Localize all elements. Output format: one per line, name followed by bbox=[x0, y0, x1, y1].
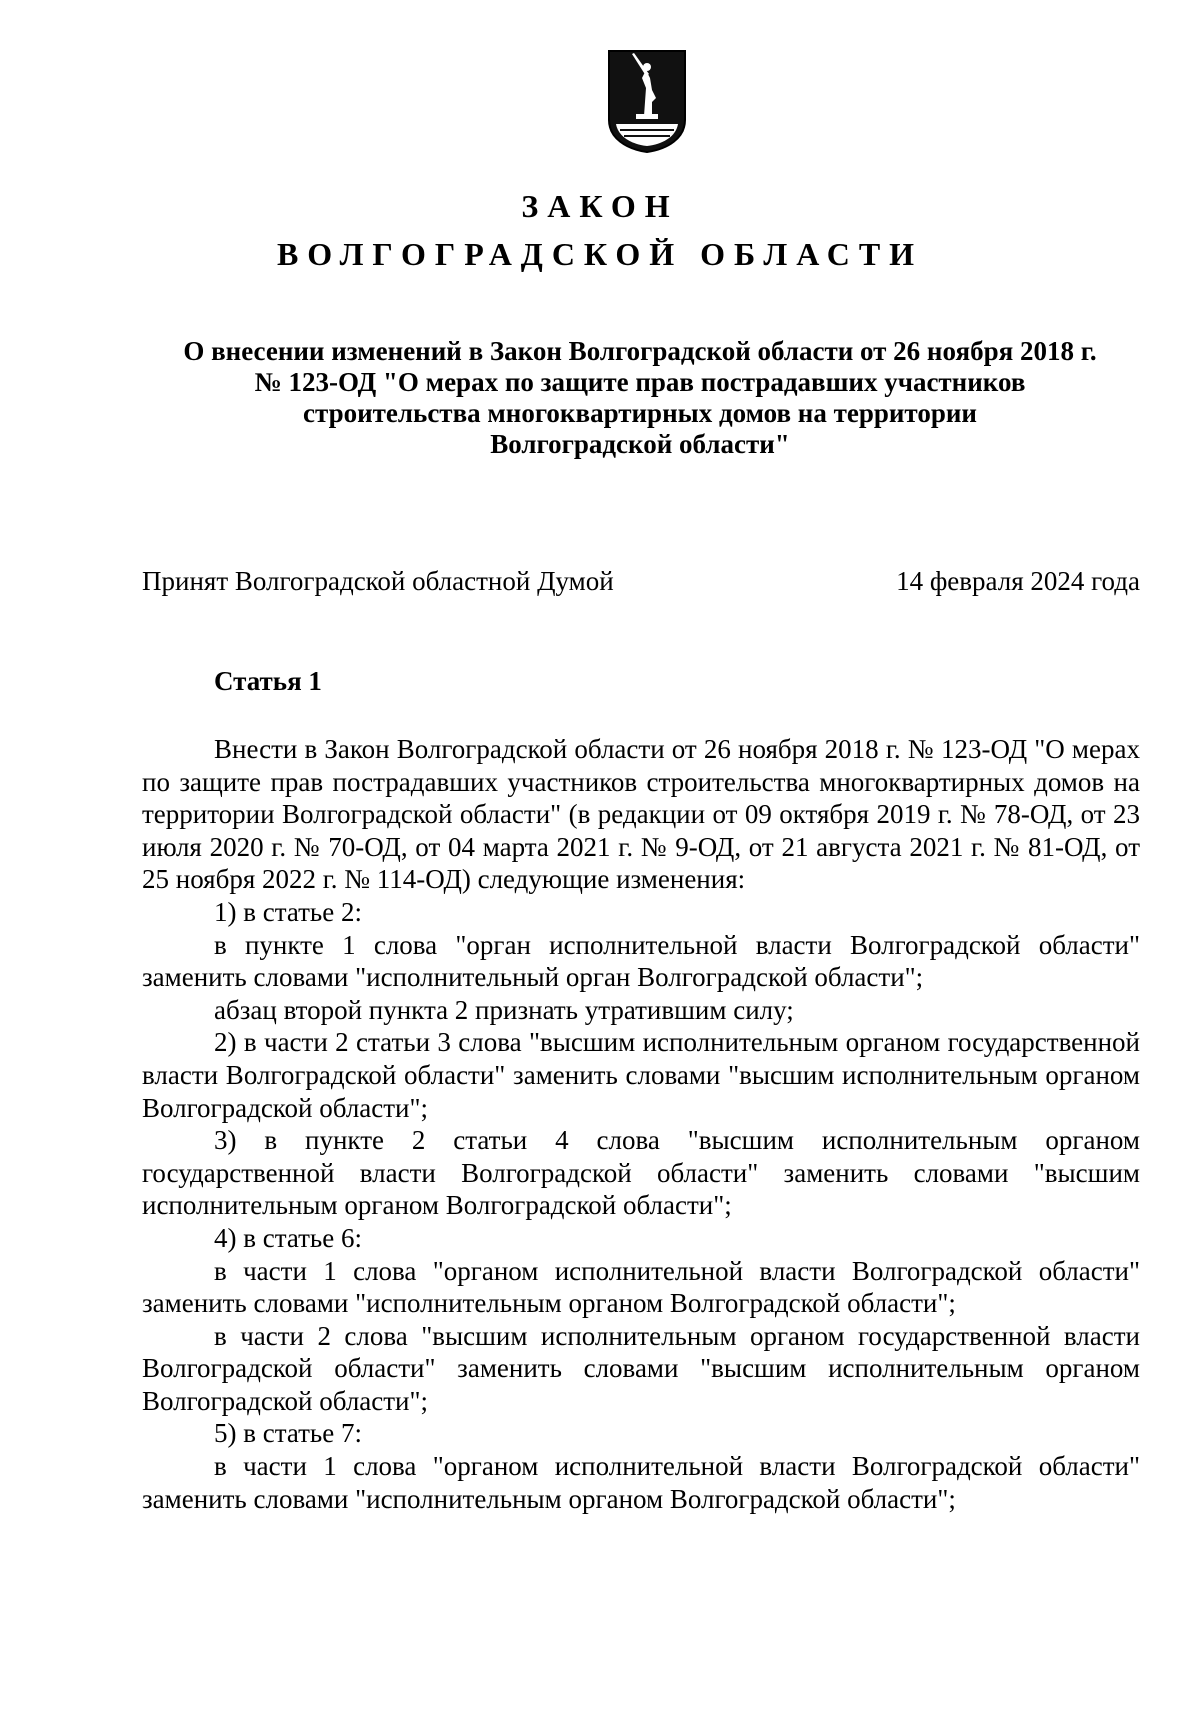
article-paragraph: в части 2 слова "высшим исполнительным органом государственной власти Волгоградской области" заменить словами "высшим исполнительным органом Волгоградской области"; bbox=[142, 1320, 1140, 1416]
subject-line: О внесении изменений в Закон Волгоградской области от 26 ноября 2018 г. bbox=[183, 336, 1097, 366]
coat-of-arms-icon bbox=[606, 48, 688, 154]
law-subject bbox=[140, 336, 1140, 460]
adopted-by: Принят Волгоградской областной Думой bbox=[142, 566, 614, 596]
article-paragraph: в части 1 слова "органом исполнительной власти Волгоградской области" заменить словами "исполнительным органом Волгоградской области"; bbox=[142, 1451, 1140, 1514]
article-paragraph: 5) в статье 7: bbox=[214, 1418, 362, 1449]
subject-line: Волгоградской области" bbox=[490, 429, 790, 459]
article-paragraph: 1) в статье 2: bbox=[214, 896, 362, 927]
law-region: ВОЛГОГРАДСКОЙ ОБЛАСТИ bbox=[276, 236, 924, 272]
law-title: ЗАКОН bbox=[521, 188, 679, 224]
adoption-date: 14 февраля 2024 года bbox=[896, 566, 1140, 596]
article-body bbox=[142, 733, 1140, 1515]
adoption-row bbox=[142, 566, 1140, 597]
article-paragraph: абзац второй пункта 2 признать утратившим силу; bbox=[214, 994, 794, 1025]
article-heading: Статья 1 bbox=[214, 666, 322, 696]
article-paragraph: в части 1 слова "органом исполнительной власти Волгоградской области" заменить словами "исполнительным органом Волгоградской области"; bbox=[142, 1255, 1140, 1319]
article-paragraph: 2) в части 2 статьи 3 слова "высшим исполнительным органом государственной власти Волгоградской области" заменить словами "высшим исполнительным органом Волгоградской области"; bbox=[142, 1027, 1140, 1123]
subject-line: строительства многоквартирных домов на территории bbox=[303, 398, 977, 428]
article-paragraph: в пункте 1 слова "орган исполнительной власти Волгоградской области" заменить словами "исполнительный орган Волгоградской области"; bbox=[142, 929, 1140, 993]
article-paragraph: 3) в пункте 2 статьи 4 слова "высшим исполнительным органом государственной власти Волгоградской области" заменить словами "высшим исполнительным органом Волгоградской области"; bbox=[142, 1125, 1140, 1221]
article-paragraph: Внести в Закон Волгоградской области от 26 ноября 2018 г. № 123-ОД "О мерах по защите прав пострадавших участников строительства многоквартирных домов на территории Волгоградской области" (в редакции от 09 октября 2019 г. № 78-ОД, от 23 июля 2020 г. № 70-ОД, от 04 марта 2021 г. № 9-ОД, от 21 августа 2021 г. № 81-ОД, от 25 ноября 2022 г. № 114-ОД) следующие изменения: bbox=[142, 734, 1140, 895]
article-paragraph: 4) в статье 6: bbox=[214, 1222, 362, 1253]
subject-line: № 123-ОД "О мерах по защите прав пострадавших участников bbox=[254, 367, 1026, 397]
